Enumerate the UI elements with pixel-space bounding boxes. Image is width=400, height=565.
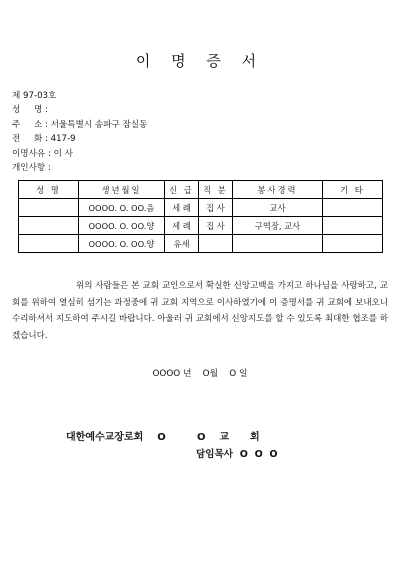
meta-row-phone [12, 132, 147, 146]
meta-row-address [12, 118, 147, 132]
table-cell [19, 199, 79, 217]
document-title: 이 명 증 서 [135, 52, 265, 70]
table-cell [199, 235, 233, 253]
meta-row-number [12, 89, 147, 103]
table-cell: 세 례 [165, 217, 199, 235]
meta-row-reason [12, 147, 147, 161]
table-cell: OOOO. O. OO.양 [79, 235, 165, 253]
meta-label: 제 97-03호 [12, 91, 57, 101]
table-row [19, 235, 383, 253]
meta-value: 서울특별시 송파구 잠실동 [50, 119, 148, 130]
table-header-row [19, 181, 383, 199]
body-paragraph: 위의 사람들은 본 교회 교인으로서 확실한 신앙고백을 가지고 하나님을 사랑하고, 교회를 위하여 열심히 섬기는 과정중에 귀 교회 지역으로 이사하였기에 이 증명서를 귀 교회에 보내오니 수리하셔서 지도하여 주시길 바랍니다. 아울러 귀 교회에서 신앙지도를 할 수 있도록 최대한 협조를 하겠습니다. [12, 281, 388, 341]
table-cell: OOOO. O. OO.음 [79, 199, 165, 217]
meta-row-personal [12, 161, 147, 175]
column-header: 생년월일 [79, 181, 165, 199]
meta-value: 417-9 [50, 134, 76, 145]
table-cell: 구역장, 교사 [233, 217, 323, 235]
church-name: 대한예수교장로회 O O 교 회 [66, 432, 260, 443]
column-header: 신 급 [165, 181, 199, 199]
table-cell: 세 례 [165, 199, 199, 217]
meta-label: 주 소 : [12, 119, 48, 130]
meta-label: 개인사항 : [12, 162, 51, 173]
table-cell [19, 235, 79, 253]
meta-block [12, 89, 147, 175]
table-cell [233, 235, 323, 253]
table-cell: 유세 [165, 235, 199, 253]
meta-label: 이명사유 : [12, 148, 51, 159]
column-header: 봉사경력 [233, 181, 323, 199]
meta-value: 이 사 [53, 148, 73, 159]
column-header: 기 타 [323, 181, 383, 199]
table-cell [19, 217, 79, 235]
members-table [18, 180, 383, 253]
meta-row-name [12, 103, 147, 117]
meta-label: 성 명 : [12, 105, 48, 116]
meta-label: 전 화 : [12, 134, 48, 145]
table-cell: OOOO. O. OO.양 [79, 217, 165, 235]
table-cell: 집 사 [199, 217, 233, 235]
table-row [19, 217, 383, 235]
table-cell [323, 235, 383, 253]
column-header: 직 분 [199, 181, 233, 199]
pastor-signature: 담임목사 O O O [196, 449, 278, 460]
table-cell: 교사 [233, 199, 323, 217]
table-cell: 집 사 [199, 199, 233, 217]
table-cell [323, 199, 383, 217]
table-row [19, 199, 383, 217]
column-header: 성 명 [19, 181, 79, 199]
issue-date: OOOO 년 O월 O 일 [152, 369, 248, 379]
table-cell [323, 217, 383, 235]
